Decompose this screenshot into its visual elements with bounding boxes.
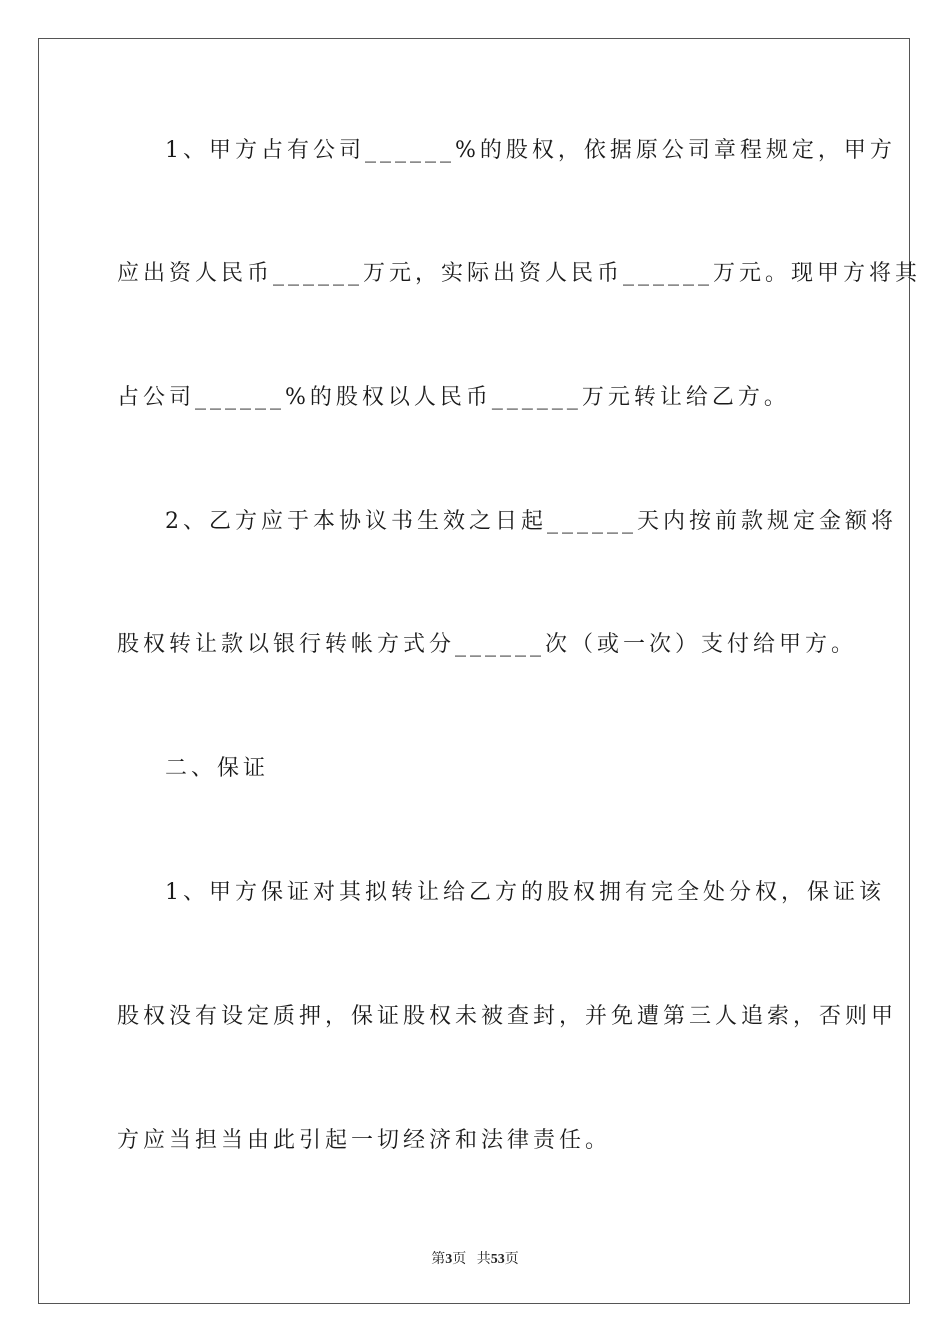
paragraph-3-line-3: 方应当担当由此引起一切经济和法律责任。 [117, 1128, 612, 1153]
footer-total-suffix: 页 [504, 1252, 519, 1267]
paragraph-2-line-1: 2、乙方应于本协议书生效之日起______天内按前款规定金额将 [165, 509, 897, 534]
footer-page-prefix: 第 [431, 1252, 446, 1267]
paragraph-1-line-1: 1、甲方占有公司______%的股权，依据原公司章程规定，甲方 [165, 138, 896, 163]
paragraph-3-line-2: 股权没有设定质押，保证股权未被查封，并免遭第三人追索，否则甲 [117, 1004, 898, 1029]
page-border [38, 38, 910, 1304]
footer-total-number: 53 [490, 1252, 505, 1267]
paragraph-1-line-3: 占公司______%的股权以人民币______万元转让给乙方。 [117, 385, 790, 410]
page-footer [0, 1248, 950, 1268]
paragraph-3-line-1: 1、甲方保证对其拟转让给乙方的股权拥有完全处分权，保证该 [165, 880, 885, 905]
footer-page-suffix: 页 [452, 1252, 467, 1267]
section-heading-guarantee: 二、保证 [165, 756, 270, 781]
paragraph-2-line-2: 股权转让款以银行转帐方式分______次（或一次）支付给甲方。 [117, 632, 858, 657]
footer-page-number: 3 [445, 1252, 453, 1267]
footer-total-prefix: 共 [476, 1252, 491, 1267]
paragraph-1-line-2: 应出资人民币______万元，实际出资人民币______万元。现甲方将其 [117, 261, 922, 286]
